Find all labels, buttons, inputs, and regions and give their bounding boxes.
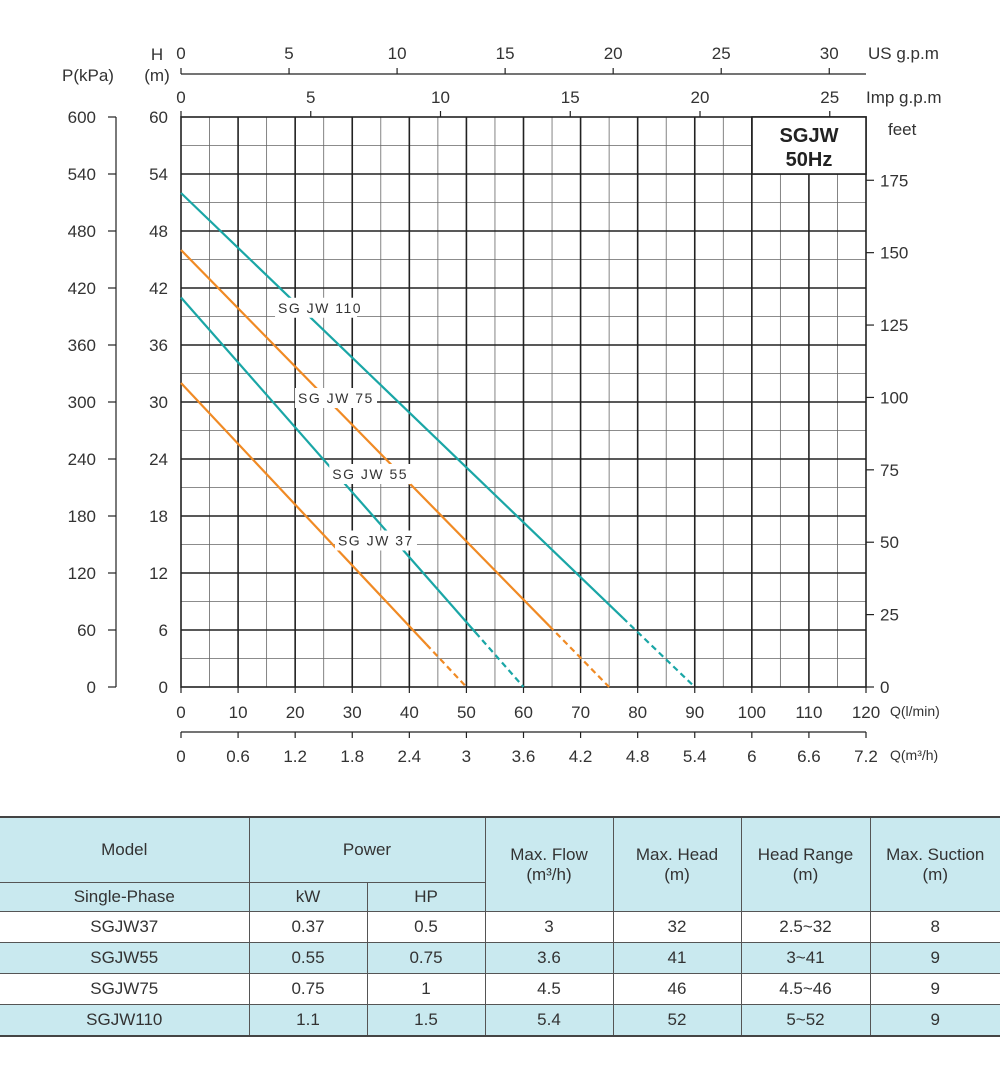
feet-tick-label: 25	[880, 605, 899, 625]
x2-tick-label: 7.2	[854, 747, 878, 766]
imp-tick-label: 0	[176, 88, 186, 107]
x-tick-label: 120	[851, 703, 881, 722]
x2-tick-label: 5.4	[682, 747, 707, 766]
x2-tick-label: 3	[461, 747, 472, 766]
cell-hp: 1	[367, 974, 485, 1005]
spec-table	[0, 816, 1000, 1037]
cell-kw: 1.1	[249, 1005, 367, 1037]
x2-tick-label: 2.4	[397, 747, 422, 766]
header-model: Model	[0, 817, 249, 883]
y-tick-label: 0	[158, 678, 168, 697]
table-row	[0, 912, 1000, 943]
series-line	[181, 298, 476, 633]
cell-model: SGJW75	[0, 974, 249, 1005]
max-suction-unit: (m)	[922, 864, 948, 884]
imp-tick-label: 5	[306, 88, 316, 107]
series-line-dashed	[476, 632, 524, 687]
series-label: SG JW 37	[337, 532, 414, 549]
series-label: SG JW 75	[298, 390, 374, 406]
cell-flow: 5.4	[485, 1005, 613, 1037]
cell-model: SGJW37	[0, 912, 249, 943]
x2-tick-label: 0	[176, 747, 186, 766]
us-tick-label: 5	[284, 44, 294, 63]
cell-range: 4.5~46	[741, 974, 870, 1005]
chart-title: SGJW	[779, 125, 839, 147]
x-tick-label: 50	[456, 703, 476, 722]
y-tick-label: 18	[149, 507, 168, 526]
cell-suction: 9	[870, 943, 1000, 974]
series-line	[181, 193, 623, 618]
table-row	[0, 1005, 1000, 1037]
max-head-label: Max. Head	[635, 844, 719, 864]
header-max-head	[613, 817, 741, 912]
x-tick-label: 60	[514, 703, 533, 722]
y-tick-label: 6	[158, 621, 168, 640]
p-tick-label: 180	[67, 507, 96, 526]
chart-subtitle: 50Hz	[785, 149, 833, 171]
y-tick-label: 54	[149, 165, 168, 184]
p-tick-label: 120	[67, 564, 96, 583]
chart-grid	[181, 117, 866, 687]
x2-tick-label: 6.6	[797, 747, 821, 766]
header-single-phase: Single-Phase	[0, 883, 249, 912]
x2-tick-label: 1.8	[340, 747, 365, 766]
x2-tick-label: 1.2	[283, 747, 307, 766]
us-tick-label: 15	[495, 44, 515, 63]
cell-range: 2.5~32	[741, 912, 870, 943]
cell-kw: 0.37	[249, 912, 367, 943]
us-tick-label: 0	[176, 44, 186, 63]
cell-hp: 0.75	[367, 943, 485, 974]
x-tick-label: 80	[628, 703, 648, 722]
feet-tick-label: 75	[880, 460, 899, 480]
feet-tick-label: 50	[880, 533, 899, 553]
x-tick-label: 70	[571, 703, 591, 722]
feet-axis-label: feet	[888, 120, 917, 139]
x-tick-label: 90	[685, 703, 705, 722]
x-tick-label: 30	[342, 703, 362, 722]
p-tick-label: 600	[67, 108, 96, 127]
p-tick-label: 300	[67, 393, 96, 412]
head-range-unit: (m)	[792, 864, 819, 884]
series-line-dashed	[549, 626, 609, 687]
cell-suction: 9	[870, 1005, 1000, 1037]
cell-hp: 0.5	[367, 912, 485, 943]
chart-title-box	[752, 117, 866, 174]
max-flow-unit: (m³/h)	[526, 864, 572, 884]
x2-tick-label: 4.2	[568, 747, 593, 766]
us-tick-label: 30	[819, 44, 839, 63]
series-line	[181, 383, 426, 644]
imp-tick-label: 25	[820, 88, 840, 107]
feet-tick-label: 125	[880, 316, 909, 336]
p-tick-label: 60	[77, 621, 96, 640]
y-tick-label: 60	[149, 108, 168, 127]
x2-tick-label: 6	[747, 747, 757, 766]
cell-flow: 3	[485, 912, 613, 943]
y-tick-label: 12	[149, 564, 168, 583]
feet-tick-label: 100	[880, 388, 909, 408]
chart-labels	[275, 298, 417, 551]
y-tick-label: 24	[149, 450, 168, 469]
x-tick-label: 110	[795, 703, 823, 722]
p-tick-label: 420	[67, 279, 96, 298]
x-tick-label: 0	[176, 703, 186, 722]
max-head-unit: (m)	[664, 864, 690, 884]
p-tick-label: 240	[67, 450, 96, 469]
header-head-range	[741, 817, 870, 912]
p-tick-label: 480	[67, 222, 96, 241]
cell-model: SGJW110	[0, 1005, 249, 1037]
imp-axis-label: Imp g.p.m	[866, 88, 942, 107]
head-range-label: Head Range	[757, 844, 854, 864]
cell-suction: 8	[870, 912, 1000, 943]
imp-tick-label: 10	[431, 88, 450, 107]
cell-kw: 0.75	[249, 974, 367, 1005]
cell-range: 3~41	[741, 943, 870, 974]
x-tick-label: 10	[228, 703, 248, 722]
x2-tick-label: 0.6	[226, 747, 250, 766]
y-tick-label: 36	[149, 336, 168, 355]
cell-head: 52	[613, 1005, 741, 1037]
max-suction-label: Max. Suction	[886, 844, 985, 864]
y-tick-label: 42	[149, 279, 168, 298]
feet-tick-label: 0	[880, 678, 890, 697]
table-row	[0, 974, 1000, 1005]
y-axis-label: H	[150, 45, 164, 64]
cell-range: 5~52	[741, 1005, 870, 1037]
cell-head: 46	[613, 974, 741, 1005]
x2-tick-label: 4.8	[625, 747, 650, 766]
x-tick-label: 40	[399, 703, 419, 722]
x-tick-label: 100	[737, 703, 767, 722]
feet-tick-label: 150	[880, 243, 909, 263]
series-line-dashed	[426, 644, 466, 687]
imp-tick-label: 15	[560, 88, 580, 107]
us-tick-label: 25	[711, 44, 731, 63]
x2-axis-label: Q(m³/h)	[890, 747, 939, 763]
us-tick-label: 20	[603, 44, 623, 63]
imp-tick-label: 20	[690, 88, 710, 107]
header-hp: HP	[367, 883, 485, 912]
x-axis-label: Q(l/min)	[890, 703, 940, 719]
cell-flow: 3.6	[485, 943, 613, 974]
header-max-flow	[485, 817, 613, 912]
us-axis-label: US g.p.m	[868, 44, 939, 63]
feet-tick-label: 175	[880, 171, 909, 191]
table-row	[0, 943, 1000, 974]
x2-tick-label: 3.6	[511, 747, 536, 766]
y-tick-label: 48	[149, 222, 168, 241]
header-kw: kW	[249, 883, 367, 912]
cell-kw: 0.55	[249, 943, 367, 974]
header-power: Power	[249, 817, 485, 883]
cell-hp: 1.5	[367, 1005, 485, 1037]
max-flow-label: Max. Flow	[510, 844, 588, 864]
series-label: SG JW 55	[332, 466, 409, 482]
p-tick-label: 360	[67, 336, 96, 355]
cell-model: SGJW55	[0, 943, 249, 974]
y-axis-unit: (m)	[144, 66, 170, 85]
us-tick-label: 10	[387, 44, 407, 63]
p-tick-label: 540	[67, 165, 96, 184]
y-tick-label: 30	[149, 393, 168, 412]
cell-flow: 4.5	[485, 974, 613, 1005]
header-max-suction	[870, 817, 1000, 912]
cell-head: 32	[613, 912, 741, 943]
cell-suction: 9	[870, 974, 1000, 1005]
cell-head: 41	[613, 943, 741, 974]
p-axis-label: P(kPa)	[62, 66, 114, 85]
series-line-dashed	[623, 618, 695, 687]
series-line	[181, 250, 549, 626]
series-label: SG JW 110	[278, 299, 363, 316]
p-tick-label: 0	[86, 678, 96, 697]
x-tick-label: 20	[285, 703, 305, 722]
